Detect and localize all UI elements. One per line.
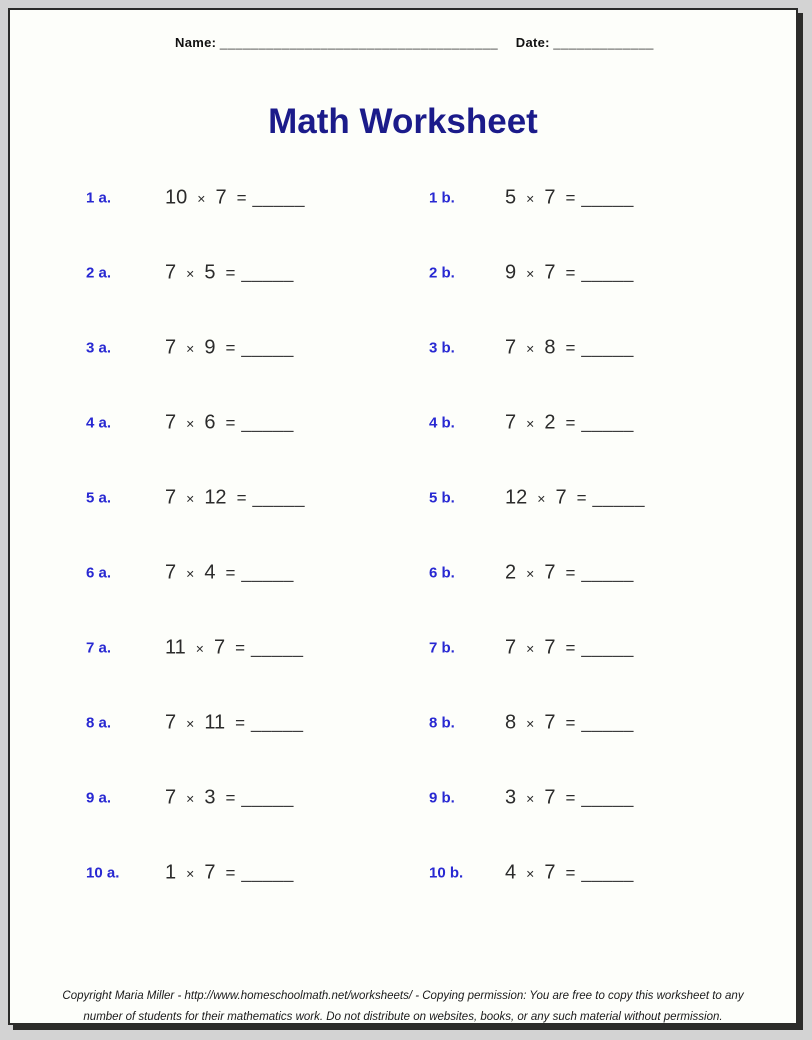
equals-sign: = bbox=[565, 713, 576, 732]
problem-number-a: 1 a. bbox=[86, 189, 112, 206]
problems-list bbox=[10, 160, 796, 910]
equals-sign: = bbox=[565, 788, 576, 807]
problem-row bbox=[10, 460, 796, 535]
name-label: Name: bbox=[175, 35, 217, 50]
equals-sign: = bbox=[565, 563, 576, 582]
equals-sign: = bbox=[565, 638, 576, 657]
equals-sign: = bbox=[565, 263, 576, 282]
factor-2: 7 bbox=[555, 486, 567, 508]
answer-blank: _____ bbox=[581, 337, 634, 357]
multiply-icon: × bbox=[186, 865, 195, 881]
factor-2: 11 bbox=[204, 711, 226, 733]
multiply-icon: × bbox=[526, 715, 535, 731]
problem-number-a: 5 a. bbox=[86, 489, 112, 506]
problem-row bbox=[10, 160, 796, 235]
multiply-icon: × bbox=[186, 715, 195, 731]
factor-1: 10 bbox=[165, 186, 188, 208]
answer-blank: _____ bbox=[251, 712, 304, 732]
problem-number-b: 1 b. bbox=[429, 189, 455, 206]
factor-2: 8 bbox=[544, 336, 556, 358]
factor-2: 6 bbox=[204, 411, 216, 433]
problem-expression-a bbox=[165, 486, 305, 509]
problem-number-a: 7 a. bbox=[86, 639, 112, 656]
multiply-icon: × bbox=[186, 565, 195, 581]
factor-2: 7 bbox=[544, 711, 556, 733]
multiply-icon: × bbox=[526, 265, 535, 281]
problem-expression-a bbox=[165, 786, 294, 809]
problem-expression-a bbox=[165, 561, 294, 584]
problem-row bbox=[10, 310, 796, 385]
factor-2: 4 bbox=[204, 561, 216, 583]
problem-expression-a bbox=[165, 336, 294, 359]
problem-expression-b bbox=[505, 486, 645, 509]
factor-1: 8 bbox=[505, 711, 517, 733]
problem-expression-b bbox=[505, 411, 634, 434]
factor-1: 7 bbox=[165, 486, 177, 508]
footer-line-2: number of students for their mathematics work. Do not distribute on websites, books, or any such material without permission. bbox=[83, 1011, 723, 1023]
factor-1: 7 bbox=[165, 561, 177, 583]
answer-blank: _____ bbox=[581, 862, 634, 882]
problem-number-b: 6 b. bbox=[429, 564, 455, 581]
factor-2: 7 bbox=[544, 636, 556, 658]
factor-2: 7 bbox=[544, 786, 556, 808]
answer-blank: _____ bbox=[241, 337, 294, 357]
multiply-icon: × bbox=[526, 415, 535, 431]
problem-expression-b bbox=[505, 636, 634, 659]
factor-1: 9 bbox=[505, 261, 517, 283]
factor-1: 7 bbox=[165, 786, 177, 808]
factor-1: 12 bbox=[505, 486, 528, 508]
problem-expression-a bbox=[165, 711, 304, 734]
problem-expression-b bbox=[505, 711, 634, 734]
factor-1: 5 bbox=[505, 186, 517, 208]
worksheet-page bbox=[8, 8, 798, 1025]
factor-2: 7 bbox=[544, 861, 556, 883]
problem-expression-b bbox=[505, 261, 634, 284]
factor-1: 2 bbox=[505, 561, 517, 583]
multiply-icon: × bbox=[526, 790, 535, 806]
factor-2: 9 bbox=[204, 336, 216, 358]
factor-2: 7 bbox=[213, 636, 226, 658]
footer bbox=[10, 986, 796, 1028]
equals-sign: = bbox=[225, 563, 236, 582]
multiply-icon: × bbox=[526, 865, 535, 881]
problem-expression-b bbox=[505, 186, 634, 209]
equals-sign: = bbox=[565, 863, 576, 882]
factor-2: 5 bbox=[204, 261, 216, 283]
problem-expression-b bbox=[505, 786, 634, 809]
multiply-icon: × bbox=[186, 790, 195, 806]
equals-sign: = bbox=[225, 338, 236, 357]
problem-row bbox=[10, 535, 796, 610]
footer-line-1: Copyright Maria Miller - http://www.homeschoolmath.net/worksheets/ - Copying permission: You are free to copy this worksheet to any bbox=[62, 990, 744, 1002]
multiply-icon: × bbox=[537, 490, 546, 506]
equals-sign: = bbox=[235, 638, 246, 657]
equals-sign: = bbox=[576, 488, 587, 507]
equals-sign: = bbox=[225, 863, 236, 882]
problem-row bbox=[10, 235, 796, 310]
factor-1: 7 bbox=[165, 711, 177, 733]
multiply-icon: × bbox=[186, 340, 195, 356]
equals-sign: = bbox=[565, 188, 576, 207]
equals-sign: = bbox=[225, 263, 236, 282]
problem-expression-b bbox=[505, 561, 634, 584]
problem-expression-a bbox=[165, 411, 294, 434]
answer-blank: _____ bbox=[581, 262, 634, 282]
equals-sign: = bbox=[236, 488, 247, 507]
equals-sign: = bbox=[225, 788, 236, 807]
problem-expression-a bbox=[165, 636, 304, 659]
date-label: Date: bbox=[515, 35, 550, 50]
problem-number-a: 10 a. bbox=[86, 864, 120, 881]
multiply-icon: × bbox=[526, 340, 535, 356]
multiply-icon: × bbox=[195, 640, 204, 656]
answer-blank: _____ bbox=[241, 862, 294, 882]
answer-blank: _____ bbox=[252, 187, 306, 207]
multiply-icon: × bbox=[197, 190, 206, 206]
factor-1: 7 bbox=[165, 411, 177, 433]
name-blank-line: ____________________________________ bbox=[219, 35, 499, 50]
problem-number-b: 10 b. bbox=[429, 864, 464, 881]
problem-row bbox=[10, 385, 796, 460]
answer-blank: _____ bbox=[251, 637, 304, 657]
factor-2: 7 bbox=[215, 186, 227, 208]
problem-number-b: 5 b. bbox=[429, 489, 455, 506]
equals-sign: = bbox=[236, 188, 247, 207]
equals-sign: = bbox=[235, 713, 246, 732]
multiply-icon: × bbox=[526, 190, 535, 206]
problem-number-a: 8 a. bbox=[86, 714, 112, 731]
problem-expression-a bbox=[165, 261, 294, 284]
problem-expression-b bbox=[505, 336, 634, 359]
factor-2: 7 bbox=[204, 861, 216, 883]
problem-row bbox=[10, 835, 796, 910]
multiply-icon: × bbox=[526, 565, 535, 581]
problem-number-a: 9 a. bbox=[86, 789, 112, 806]
answer-blank: _____ bbox=[252, 487, 306, 507]
answer-blank: _____ bbox=[581, 412, 634, 432]
equals-sign: = bbox=[565, 338, 576, 357]
answer-blank: _____ bbox=[241, 412, 294, 432]
problem-number-b: 2 b. bbox=[429, 264, 455, 281]
factor-1: 1 bbox=[165, 861, 177, 883]
problem-row bbox=[10, 685, 796, 760]
factor-2: 7 bbox=[544, 561, 556, 583]
factor-1: 7 bbox=[505, 411, 517, 433]
problem-number-a: 3 a. bbox=[86, 339, 112, 356]
answer-blank: _____ bbox=[581, 787, 634, 807]
factor-2: 12 bbox=[204, 486, 227, 508]
answer-blank: _____ bbox=[581, 637, 634, 657]
problem-row bbox=[10, 610, 796, 685]
answer-blank: _____ bbox=[241, 787, 294, 807]
date-blank-line: _____________ bbox=[553, 35, 654, 50]
problem-number-b: 9 b. bbox=[429, 789, 455, 806]
factor-1: 7 bbox=[165, 336, 177, 358]
factor-1: 7 bbox=[505, 336, 517, 358]
factor-1: 4 bbox=[505, 861, 517, 883]
header bbox=[175, 35, 654, 50]
multiply-icon: × bbox=[186, 490, 195, 506]
problem-number-a: 6 a. bbox=[86, 564, 112, 581]
problem-expression-a bbox=[165, 861, 294, 884]
answer-blank: _____ bbox=[581, 712, 634, 732]
problem-number-a: 2 a. bbox=[86, 264, 112, 281]
factor-1: 7 bbox=[165, 261, 177, 283]
factor-1: 11 bbox=[165, 636, 186, 658]
factor-1: 3 bbox=[505, 786, 517, 808]
problem-number-b: 8 b. bbox=[429, 714, 455, 731]
page-title: Math Worksheet bbox=[268, 102, 538, 141]
factor-2: 7 bbox=[544, 261, 556, 283]
problem-number-a: 4 a. bbox=[86, 414, 112, 431]
factor-2: 2 bbox=[544, 411, 556, 433]
equals-sign: = bbox=[225, 413, 236, 432]
problem-expression-a bbox=[165, 186, 305, 209]
multiply-icon: × bbox=[526, 640, 535, 656]
answer-blank: _____ bbox=[592, 487, 646, 507]
problem-row bbox=[10, 760, 796, 835]
multiply-icon: × bbox=[186, 265, 195, 281]
answer-blank: _____ bbox=[241, 262, 294, 282]
multiply-icon: × bbox=[186, 415, 195, 431]
problem-number-b: 3 b. bbox=[429, 339, 455, 356]
factor-1: 7 bbox=[505, 636, 517, 658]
problem-number-b: 7 b. bbox=[429, 639, 455, 656]
factor-2: 7 bbox=[544, 186, 556, 208]
answer-blank: _____ bbox=[581, 562, 634, 582]
answer-blank: _____ bbox=[581, 187, 634, 207]
problem-number-b: 4 b. bbox=[429, 414, 455, 431]
problem-expression-b bbox=[505, 861, 634, 884]
equals-sign: = bbox=[565, 413, 576, 432]
answer-blank: _____ bbox=[241, 562, 294, 582]
factor-2: 3 bbox=[204, 786, 216, 808]
